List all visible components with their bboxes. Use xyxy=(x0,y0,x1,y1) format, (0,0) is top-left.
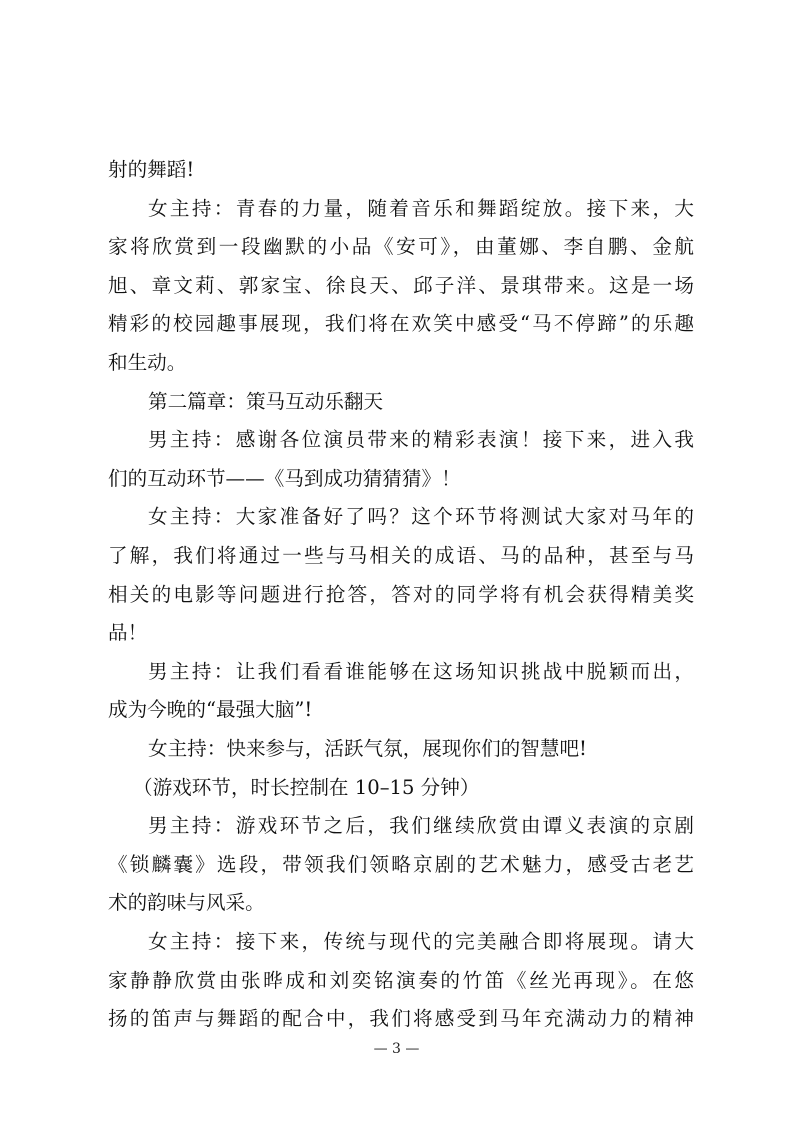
text-line: 女主持：快来参与，活跃气氛，展现你们的智慧吧! xyxy=(148,737,587,760)
text-line: 们的互动环节——《马到成功猜猜猜》！ xyxy=(108,466,461,490)
text-line: 家将欣赏到一段幽默的小品《安可》，由董娜、李自鹏、金航 xyxy=(108,235,694,259)
text-line: 女主持：青春的力量，随着音乐和舞蹈绽放。接下来，大 xyxy=(148,196,694,220)
text-line: 和生动。 xyxy=(108,351,187,374)
text-line: 术的韵味与风采。 xyxy=(108,891,265,915)
text-line: 扬的笛声与舞蹈的配合中，我们将感受到马年充满动力的精神 xyxy=(108,1007,694,1031)
text-line: 旭、章文莉、郭家宝、徐良天、邱子洋、景琪带来。这是一场 xyxy=(108,273,694,297)
text-line: 家静静欣赏由张晔成和刘奕铭演奏的竹笛《丝光再现》。在悠 xyxy=(108,968,694,992)
stage-direction: （游戏环节，时长控制在 10–15 分钟） xyxy=(133,775,480,799)
text-line: 女主持：接下来，传统与现代的完美融合即将展现。请大 xyxy=(148,930,694,953)
text-line: 男主持：感谢各位演员带来的精彩表演！接下来，进入我 xyxy=(148,428,694,452)
text-line: 男主持：让我们看看谁能够在这场知识挑战中脱颖而出， xyxy=(148,659,694,683)
section-heading: 第二篇章：策马互动乐翻天 xyxy=(148,389,384,413)
text-line: 了解，我们将通过一些与马相关的成语、马的品种，甚至与马 xyxy=(108,544,694,567)
text-line: 精彩的校园趣事展现，我们将在欢笑中感受“马不停蹄”的乐趣 xyxy=(108,312,694,336)
page-number: — 3 — xyxy=(373,1041,420,1057)
text-line: 成为今晚的“最强大脑”! xyxy=(108,698,313,722)
text-line: 射的舞蹈! xyxy=(108,158,195,181)
text-line: 女主持：大家准备好了吗？这个环节将测试大家对马年的 xyxy=(148,505,694,529)
text-line: 相关的电影等问题进行抢答，答对的同学将有机会获得精美奖 xyxy=(108,582,694,606)
text-line: 《锁麟囊》选段，带领我们领略京剧的艺术魅力，感受古老艺 xyxy=(108,852,694,876)
text-line: 男主持：游戏环节之后，我们继续欣赏由谭义表演的京剧 xyxy=(148,814,694,838)
text-line: 品！ xyxy=(108,621,148,645)
